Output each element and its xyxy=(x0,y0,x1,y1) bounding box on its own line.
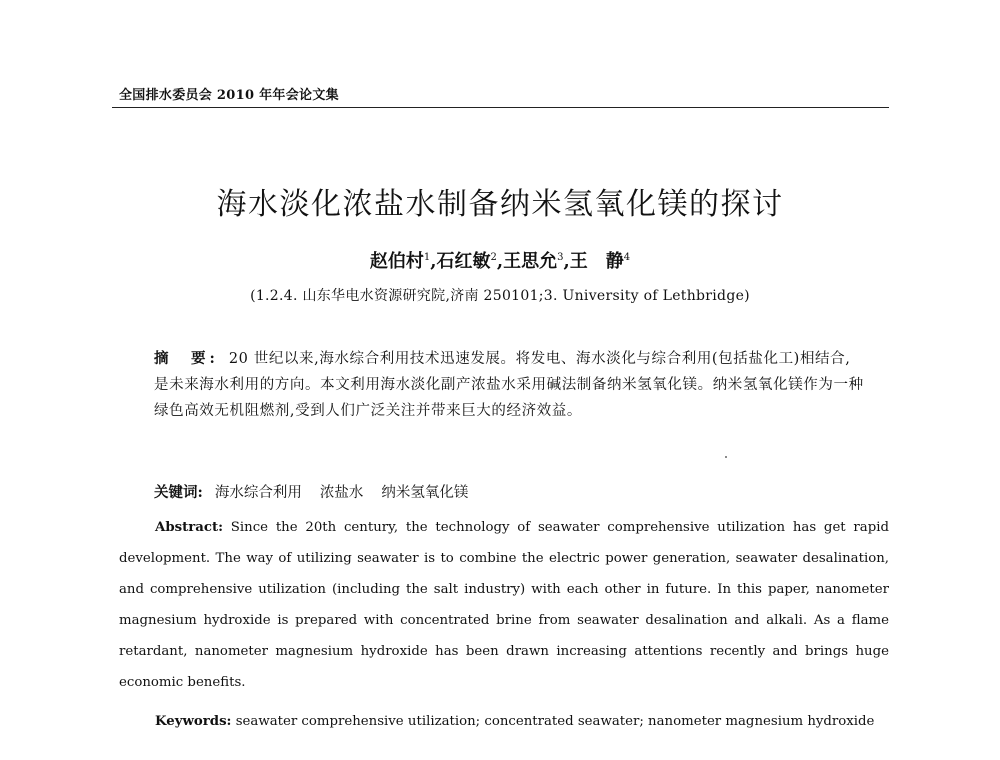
keyword: 海水综合利用 xyxy=(214,485,302,501)
author-name: 王 静 xyxy=(569,251,624,272)
journal-header: 全国排水委员会 2010 年年会论文集 xyxy=(119,88,339,103)
scan-speck xyxy=(725,456,727,458)
author-affiliation-mark: 1 xyxy=(423,252,431,263)
english-abstract-label: Abstract: xyxy=(155,520,224,535)
chinese-keywords xyxy=(154,481,486,502)
author-name: 石红敏 xyxy=(436,251,491,272)
author-affiliation-mark: 2 xyxy=(490,252,497,263)
english-keywords xyxy=(119,706,889,737)
author-name: 赵伯村 xyxy=(369,251,424,272)
english-abstract-text: Since the 20th century, the technology of seawater comprehensive utilization has get rapid development. The way of utilizing seawater is to combine the electric power generation, seawater desalination, and comprehensive utilization (including the salt industry) with each other in future. In this paper, nanometer magnesium hydroxide is prepared with concentrated brine from seawater desalination and alkali. As a flame retardant, nanometer magnesium hydroxide has been drawn increasing attentions recently and brings huge economic benefits. xyxy=(119,520,889,690)
author-name: 王思允 xyxy=(503,251,558,272)
chinese-abstract-label: 摘 要: xyxy=(154,350,219,367)
keyword: 浓盐水 xyxy=(319,485,364,501)
english-keywords-text: seawater comprehensive utilization; concentrated seawater; nanometer magnesium hydroxide xyxy=(235,714,875,729)
header-rule xyxy=(112,107,889,108)
author-affiliation-mark: 3 xyxy=(557,252,564,263)
chinese-keywords-label: 关键词: xyxy=(154,484,203,501)
author-list: 赵伯村$^1$,石红敏$^2$,王思允$^3$,王 静$^4$ xyxy=(369,251,631,272)
author-affiliation-mark: 4 xyxy=(623,252,631,263)
english-abstract xyxy=(119,512,889,698)
paper-title: 海水淡化浓盐水制备纳米氢氧化镁的探讨 xyxy=(216,187,784,222)
english-keywords-label: Keywords: xyxy=(155,714,232,729)
affiliation: (1.2.4. 山东华电水资源研究院,济南 250101;3. University of Lethbridge) xyxy=(250,288,750,304)
keyword: 纳米氢氧化镁 xyxy=(381,485,469,501)
chinese-abstract-text: 20 世纪以来,海水综合利用技术迅速发展。将发电、海水淡化与综合利用(包括盐化工)相结合,是未来海水利用的方向。本文利用海水淡化副产浓盐水采用碱法制备纳米氢氧化镁。纳米氢氧化镁作为一种绿色高效无机阻燃剂,受到人们广泛关注并带来巨大的经济效益。 xyxy=(154,351,864,419)
chinese-abstract xyxy=(154,346,864,424)
